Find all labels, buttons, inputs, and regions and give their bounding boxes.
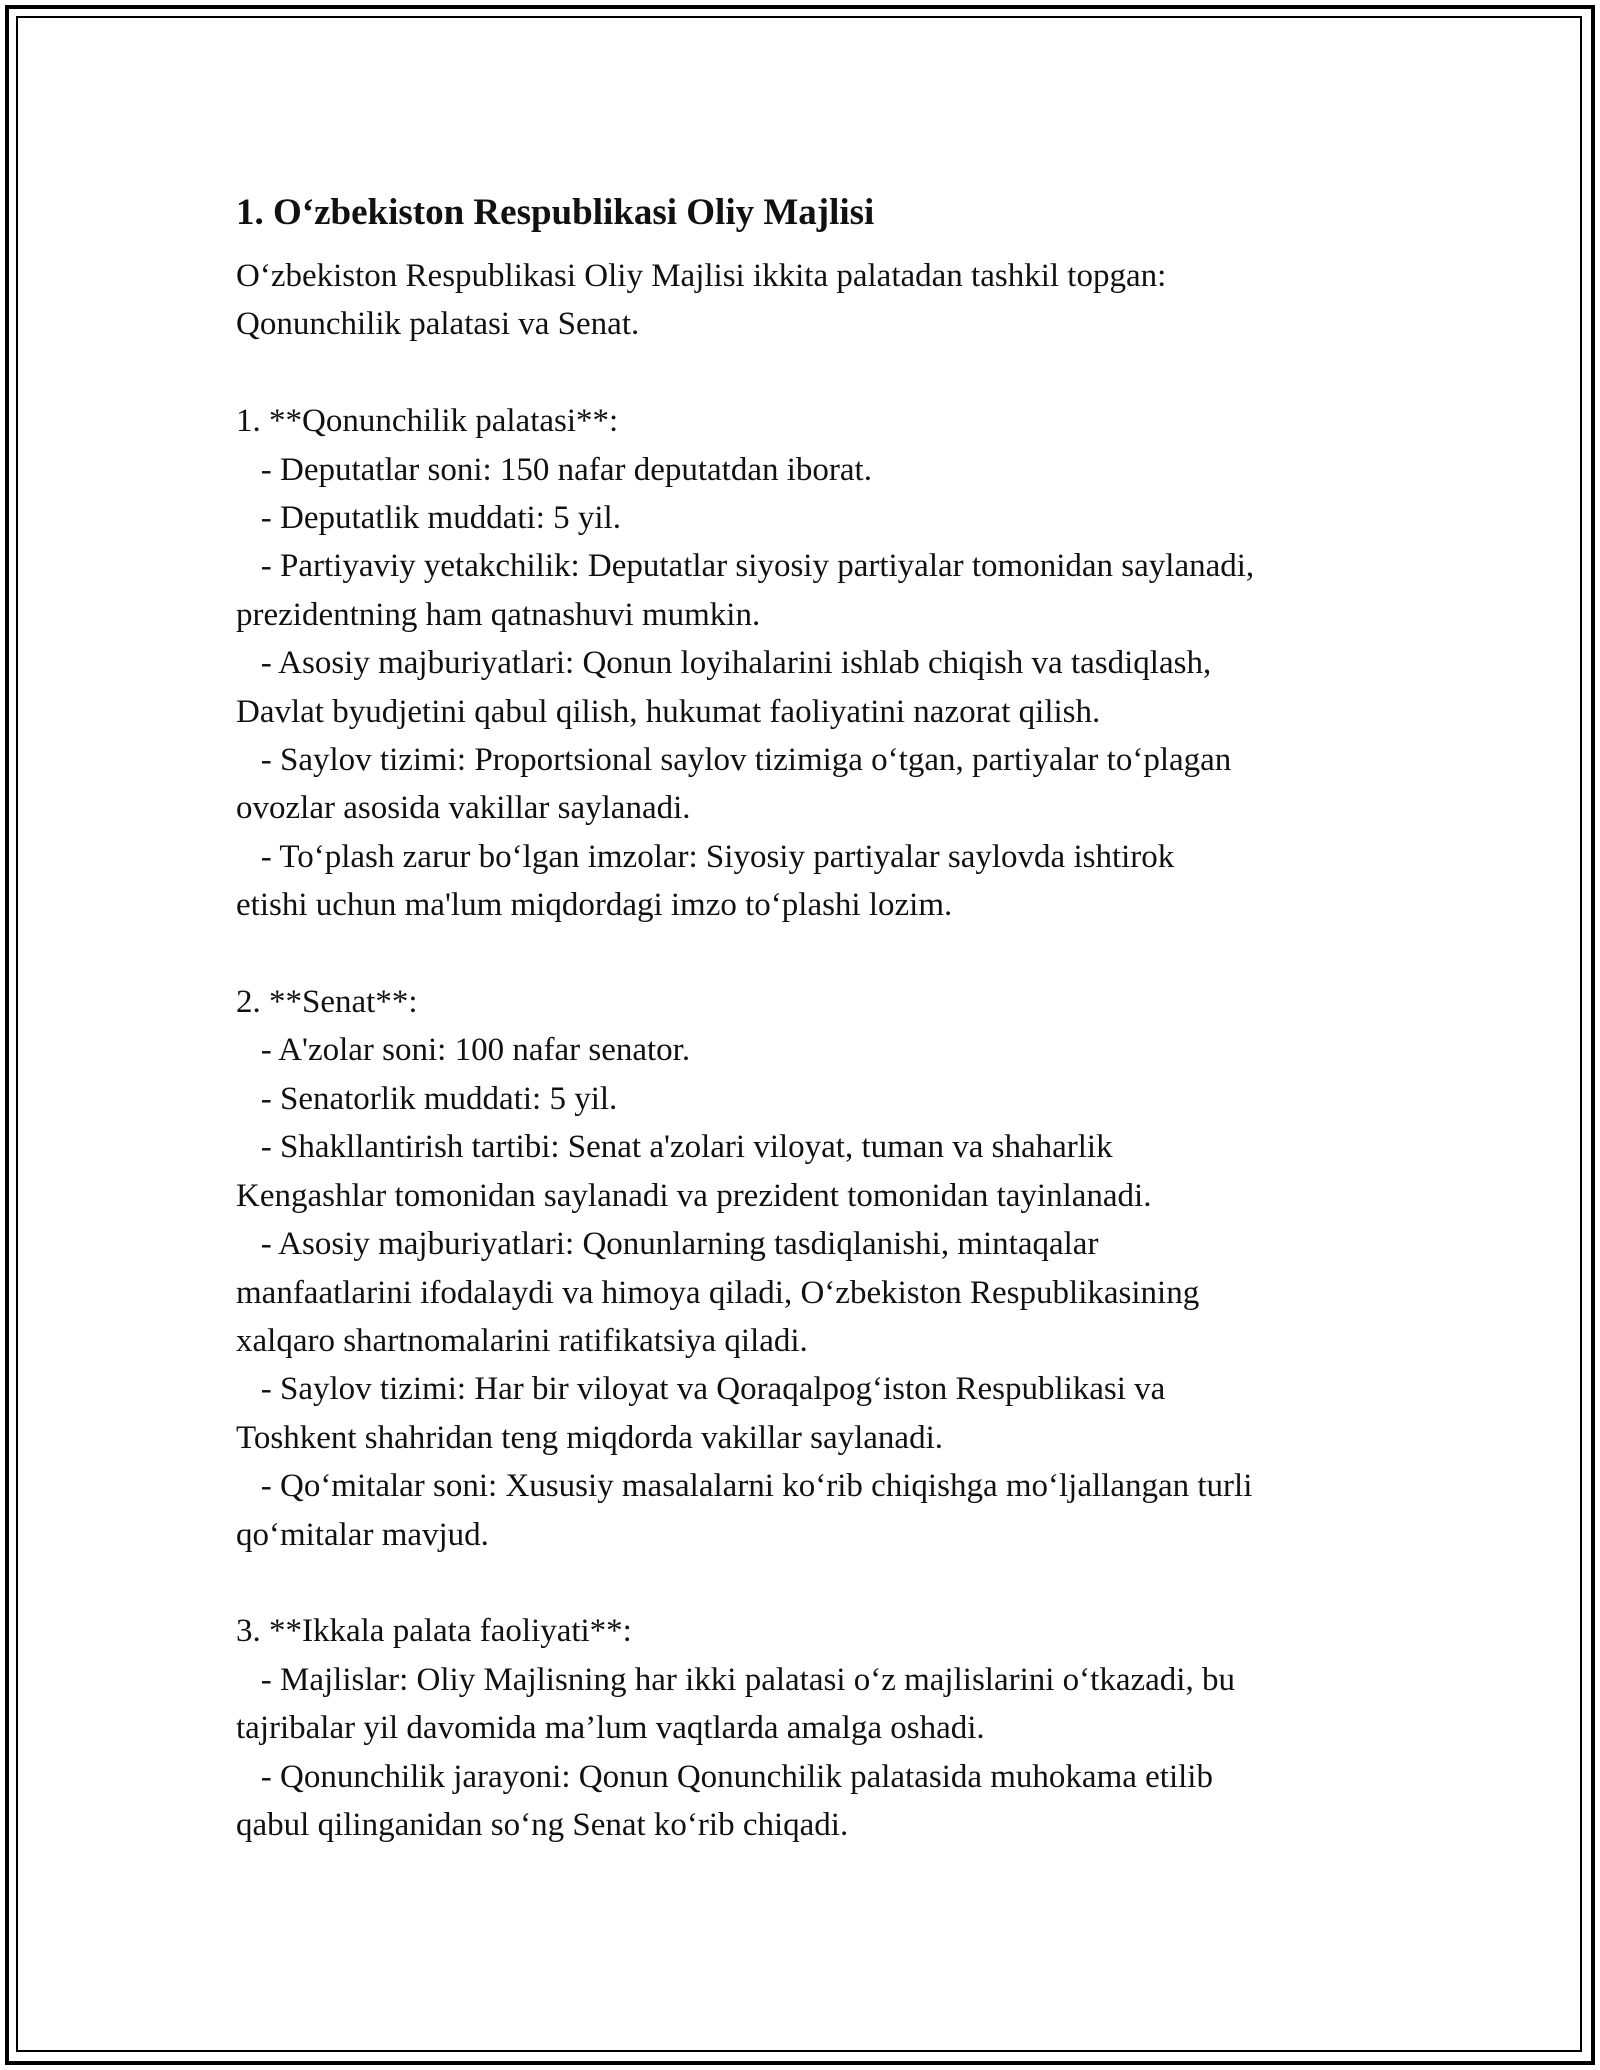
paragraph-spacer bbox=[236, 1559, 1386, 1607]
list-item-line: etishi uchun ma'lum miqdordagi imzo to‘plashi lozim. bbox=[236, 887, 953, 924]
list-item-line: qo‘mitalar mavjud. bbox=[236, 1516, 489, 1553]
list-item-line: - Majlislar: Oliy Majlisning har ikki palatasi o‘z majlislarini o‘tkazadi, bu bbox=[236, 1661, 1235, 1698]
list-item-line: - Qo‘mitalar soni: Xususiy masalalarni ko‘rib chiqishga mo‘ljallangan turli bbox=[236, 1468, 1253, 1505]
list-item-line: - Saylov tizimi: Proportsional saylov tizimiga o‘tgan, partiyalar to‘plagan bbox=[236, 742, 1232, 779]
list-item-line: manfaatlarini ifodalaydi va himoya qiladi, O‘zbekiston Respublikasining bbox=[236, 1274, 1200, 1311]
list-item-line: tajribalar yil davomida ma’lum vaqtlarda amalga oshadi. bbox=[236, 1710, 985, 1747]
list-item-line: - To‘plash zarur bo‘lgan imzolar: Siyosiy partiyalar saylovda ishtirok bbox=[236, 838, 1175, 875]
list-item-line: - Senatorlik muddati: 5 yil. bbox=[236, 1080, 618, 1117]
list-item-line: - Deputatlik muddati: 5 yil. bbox=[236, 500, 621, 537]
list-item-line: xalqaro shartnomalarini ratifikatsiya qiladi. bbox=[236, 1322, 808, 1359]
text-line: O‘zbekiston Respublikasi Oliy Majlisi ikkita palatadan tashkil topgan: bbox=[236, 258, 1167, 294]
section-heading: 2. **Senat**: bbox=[236, 984, 418, 1021]
paragraph-spacer bbox=[236, 349, 1386, 397]
section-qonunchilik-palatasi bbox=[236, 397, 1386, 929]
text-line: Qonunchilik palatasi va Senat. bbox=[236, 306, 640, 343]
document-title: 1. O‘zbekiston Respublikasi Oliy Majlisi bbox=[236, 192, 875, 233]
paragraph-spacer bbox=[236, 930, 1386, 978]
intro-paragraph bbox=[236, 252, 1386, 349]
list-item-line: Toshkent shahridan teng miqdorda vakillar saylanadi. bbox=[236, 1419, 944, 1456]
section-heading: 1. **Qonunchilik palatasi**: bbox=[236, 403, 619, 440]
list-item-line: - Asosiy majburiyatlari: Qonun loyihalarini ishlab chiqish va tasdiqlash, bbox=[236, 645, 1212, 682]
section-senat bbox=[236, 978, 1386, 1559]
section-ikkala-palata bbox=[236, 1607, 1386, 1849]
list-item-line: Kengashlar tomonidan saylanadi va prezident tomonidan tayinlanadi. bbox=[236, 1177, 1152, 1214]
list-item-line: - Partiyaviy yetakchilik: Deputatlar siyosiy partiyalar tomonidan saylanadi, bbox=[236, 548, 1255, 585]
list-item-line: qabul qilinganidan so‘ng Senat ko‘rib chiqadi. bbox=[236, 1806, 849, 1843]
list-item-line: - Asosiy majburiyatlari: Qonunlarning tasdiqlanishi, mintaqalar bbox=[236, 1226, 1099, 1263]
list-item-line: ovozlar asosida vakillar saylanadi. bbox=[236, 790, 691, 827]
section-heading: 3. **Ikkala palata faoliyati**: bbox=[236, 1613, 632, 1650]
list-item-line: prezidentning ham qatnashuvi mumkin. bbox=[236, 596, 761, 633]
list-item-line: - Deputatlar soni: 150 nafar deputatdan iborat. bbox=[236, 451, 872, 488]
list-item-line: Davlat byudjetini qabul qilish, hukumat faoliyatini nazorat qilish. bbox=[236, 693, 1101, 730]
list-item-line: - Saylov tizimi: Har bir viloyat va Qoraqalpog‘iston Respublikasi va bbox=[236, 1371, 1166, 1408]
list-item-line: - A'zolar soni: 100 nafar senator. bbox=[236, 1032, 691, 1069]
list-item-line: - Shakllantirish tartibi: Senat a'zolari viloyat, tuman va shaharlik bbox=[236, 1129, 1113, 1166]
document-body bbox=[236, 186, 1386, 1849]
list-item-line: - Qonunchilik jarayoni: Qonun Qonunchilik palatasida muhokama etilib bbox=[236, 1758, 1213, 1795]
